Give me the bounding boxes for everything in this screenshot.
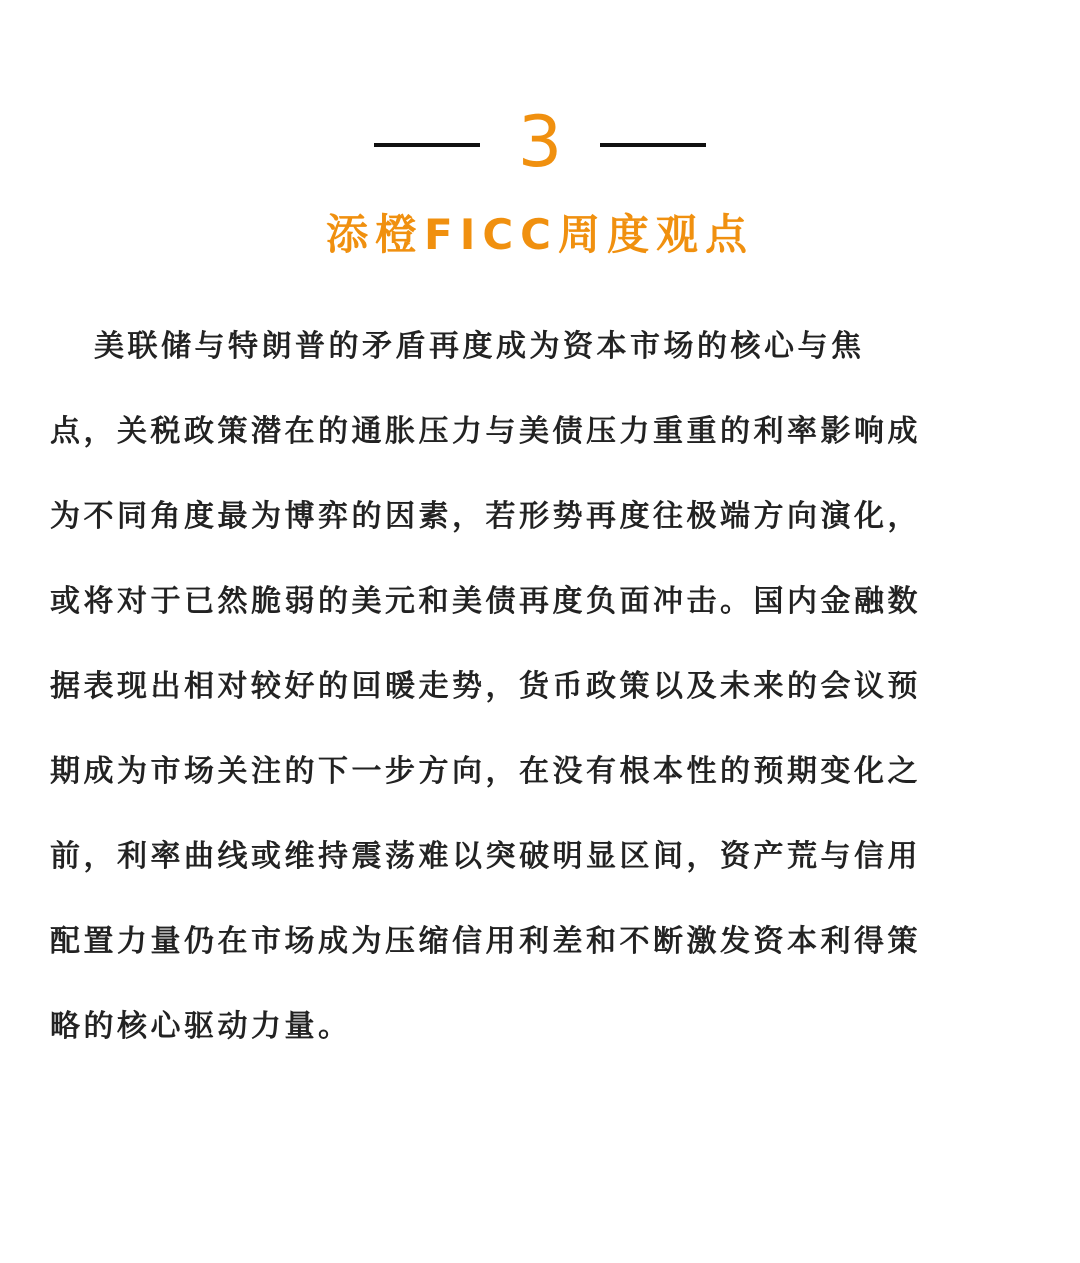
paragraph-line: 配置力量仍在市场成为压缩信用利差和不断激发资本利得策 — [50, 924, 921, 959]
paragraph-line: 略的核心驱动力量。 — [50, 1009, 352, 1044]
paragraph-line: 据表现出相对较好的回暖走势，货币政策以及未来的会议预 — [50, 669, 921, 704]
section-title: 添橙FICC周度观点 — [326, 210, 754, 259]
paragraph-line: 点，关税政策潜在的通胀压力与美债压力重重的利率影响成 — [50, 414, 921, 449]
paragraph-line: 为不同角度最为博弈的因素，若形势再度往极端方向演化， — [50, 499, 921, 534]
right-divider — [600, 143, 706, 147]
paragraph-line: 美联储与特朗普的矛盾再度成为资本市场的核心与焦 — [94, 329, 865, 364]
paragraph-line: 期成为市场关注的下一步方向，在没有根本性的预期变化之 — [50, 754, 921, 789]
paragraph-line: 或将对于已然脆弱的美元和美债再度负面冲击。国内金融数 — [50, 584, 921, 619]
section-number: 3 — [517, 101, 563, 183]
left-divider — [374, 143, 480, 147]
section-header — [0, 100, 1080, 190]
paragraph-line: 前，利率曲线或维持震荡难以突破明显区间，资产荒与信用 — [50, 839, 921, 874]
body-paragraph — [50, 304, 1030, 1069]
